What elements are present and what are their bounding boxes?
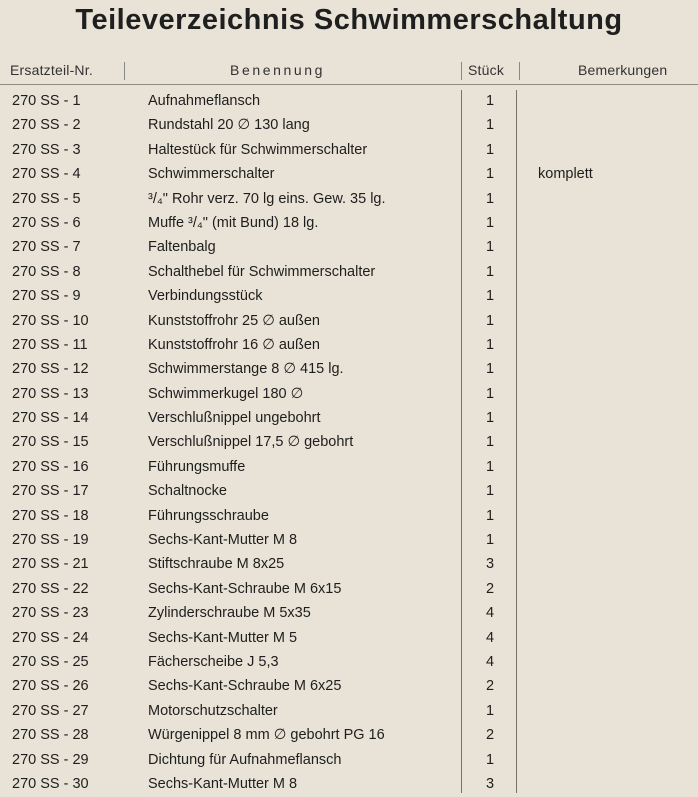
part-quantity: 1	[486, 288, 495, 305]
table-row	[0, 627, 698, 651]
part-name: Sechs-Kant-Schraube M 6x25	[148, 678, 342, 695]
table-row	[0, 749, 698, 773]
table-row	[0, 114, 698, 138]
part-quantity: 1	[486, 458, 495, 475]
part-name: Kunststoffrohr 16 ∅ außen	[148, 336, 320, 353]
part-quantity: 1	[486, 239, 495, 256]
part-number: 270 SS - 24	[12, 629, 89, 646]
part-quantity: 4	[486, 605, 495, 622]
part-number: 270 SS - 13	[12, 385, 89, 402]
part-name: Führungsmuffe	[148, 458, 246, 475]
table-row	[0, 90, 698, 114]
part-name: Schwimmerschalter	[148, 166, 275, 183]
column-header-bemerkungen: Bemerkungen	[578, 62, 668, 78]
part-name: Motorschutzschalter	[148, 702, 278, 719]
part-remark: komplett	[538, 166, 593, 183]
part-name: Sechs-Kant-Mutter M 8	[148, 775, 298, 792]
part-quantity: 1	[486, 702, 495, 719]
part-name: Rundstahl 20 ∅ 130 lang	[148, 117, 310, 134]
table-row	[0, 310, 698, 334]
part-name: Muffe ³/₄" (mit Bund) 18 lg.	[148, 214, 319, 231]
table-row	[0, 578, 698, 602]
table-row	[0, 480, 698, 504]
part-number: 270 SS - 12	[12, 361, 89, 378]
part-name: Verbindungsstück	[148, 288, 263, 305]
table-row	[0, 529, 698, 553]
part-name: Führungsschraube	[148, 507, 269, 524]
table-row	[0, 724, 698, 748]
part-number: 270 SS - 6	[12, 214, 81, 231]
table-row	[0, 285, 698, 309]
part-number: 270 SS - 7	[12, 239, 81, 256]
part-number: 270 SS - 30	[12, 775, 89, 792]
part-quantity: 1	[486, 117, 495, 134]
page-title: Teileverzeichnis Schwimmerschaltung	[75, 4, 623, 36]
header-divider	[461, 62, 462, 80]
part-quantity: 1	[486, 190, 495, 207]
part-number: 270 SS - 14	[12, 410, 89, 427]
part-name: Stiftschraube M 8x25	[148, 556, 285, 573]
part-quantity: 1	[486, 410, 495, 427]
part-number: 270 SS - 28	[12, 727, 89, 744]
part-name: Sechs-Kant-Mutter M 5	[148, 629, 298, 646]
part-name: Aufnahmeflansch	[148, 93, 261, 109]
part-quantity: 1	[486, 361, 495, 378]
part-number: 270 SS - 4	[12, 166, 81, 183]
table-row	[0, 358, 698, 382]
part-number: 270 SS - 9	[12, 288, 81, 305]
part-number: 270 SS - 17	[12, 483, 89, 500]
table-row	[0, 773, 698, 797]
part-quantity: 1	[486, 214, 495, 231]
part-quantity: 1	[486, 312, 495, 329]
part-number: 270 SS - 2	[12, 117, 81, 134]
table-row	[0, 431, 698, 455]
part-quantity: 3	[486, 556, 495, 573]
part-number: 270 SS - 10	[12, 312, 89, 329]
part-name: Schwimmerstange 8 ∅ 415 lg.	[148, 361, 344, 378]
column-header-stueck: Stück	[468, 62, 505, 78]
table-row	[0, 602, 698, 626]
part-quantity: 2	[486, 727, 495, 744]
part-name: Dichtung für Aufnahmeflansch	[148, 751, 342, 768]
part-name: Faltenbalg	[148, 239, 216, 256]
parts-table	[0, 90, 698, 797]
table-row	[0, 334, 698, 358]
part-number: 270 SS - 18	[12, 507, 89, 524]
part-name: Fächerscheibe J 5,3	[148, 653, 279, 670]
table-row	[0, 700, 698, 724]
part-number: 270 SS - 23	[12, 605, 89, 622]
part-name: Schalthebel für Schwimmerschalter	[148, 263, 376, 280]
part-quantity: 1	[486, 483, 495, 500]
part-name: Schwimmerkugel 180 ∅	[148, 385, 304, 402]
table-row	[0, 236, 698, 260]
part-name: Kunststoffrohr 25 ∅ außen	[148, 312, 320, 329]
part-number: 270 SS - 3	[12, 141, 81, 158]
part-name: ³/₄" Rohr verz. 70 lg eins. Gew. 35 lg.	[148, 190, 386, 207]
table-row	[0, 505, 698, 529]
part-number: 270 SS - 15	[12, 434, 89, 451]
part-quantity: 2	[486, 580, 495, 597]
part-name: Zylinderschraube M 5x35	[148, 605, 311, 622]
table-row	[0, 675, 698, 699]
part-name: Sechs-Kant-Mutter M 8	[148, 532, 298, 549]
part-number: 270 SS - 29	[12, 751, 89, 768]
part-quantity: 1	[486, 434, 495, 451]
part-name: Verschlußnippel ungebohrt	[148, 410, 321, 427]
part-quantity: 1	[486, 263, 495, 280]
table-row	[0, 163, 698, 187]
table-row	[0, 188, 698, 212]
part-name: Würgenippel 8 mm ∅ gebohrt PG 16	[148, 727, 385, 744]
part-number: 270 SS - 16	[12, 458, 89, 475]
header-divider	[124, 62, 125, 80]
part-name: Sechs-Kant-Schraube M 6x15	[148, 580, 342, 597]
part-number: 270 SS - 22	[12, 580, 89, 597]
part-number: 270 SS - 1	[12, 93, 81, 109]
table-row	[0, 261, 698, 285]
table-row	[0, 139, 698, 163]
table-row	[0, 651, 698, 675]
table-row	[0, 383, 698, 407]
part-quantity: 3	[486, 775, 495, 792]
table-row	[0, 456, 698, 480]
part-number: 270 SS - 11	[12, 336, 88, 353]
part-quantity: 1	[486, 385, 495, 402]
part-number: 270 SS - 5	[12, 190, 81, 207]
column-header-nr: Ersatzteil-Nr.	[10, 62, 93, 78]
part-name: Haltestück für Schwimmerschalter	[148, 141, 368, 158]
part-quantity: 1	[486, 751, 495, 768]
part-quantity: 1	[486, 166, 495, 183]
part-quantity: 1	[486, 93, 495, 109]
header-divider	[519, 62, 520, 80]
part-quantity: 1	[486, 532, 495, 549]
part-number: 270 SS - 8	[12, 263, 81, 280]
part-quantity: 1	[486, 141, 495, 158]
part-quantity: 1	[486, 336, 495, 353]
part-name: Schaltnocke	[148, 483, 227, 500]
table-row	[0, 212, 698, 236]
part-quantity: 4	[486, 629, 495, 646]
part-name: Verschlußnippel 17,5 ∅ gebohrt	[148, 434, 354, 451]
part-quantity: 2	[486, 678, 495, 695]
part-quantity: 4	[486, 653, 495, 670]
table-row	[0, 553, 698, 577]
part-number: 270 SS - 19	[12, 532, 89, 549]
part-number: 270 SS - 27	[12, 702, 89, 719]
part-number: 270 SS - 25	[12, 653, 89, 670]
table-row	[0, 407, 698, 431]
part-number: 270 SS - 21	[12, 556, 89, 573]
part-quantity: 1	[486, 507, 495, 524]
part-number: 270 SS - 26	[12, 678, 89, 695]
header-rule	[0, 84, 698, 85]
column-header-benennung: Benennung	[230, 62, 326, 78]
